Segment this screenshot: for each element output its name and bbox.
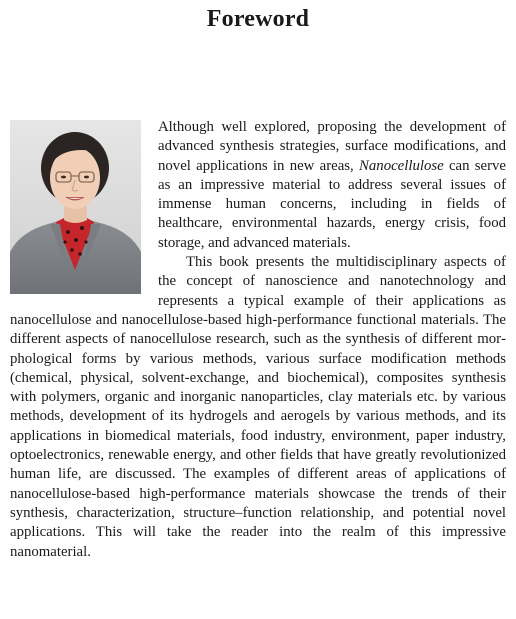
paragraph-1-lead: Although well explored, proposing the development of advanced synthesis strategies, surface modifications, and novel applications in new areas, [158, 119, 506, 174]
paragraph-2: This book presents the multidisciplinary aspects of the concept of nanoscience and nanotechnology and represents a typical example of their applications as nanocellulose and nanocellulose-based high-performance functional materials. The different aspects of nanocellulose research, such as the synthesis of different morphological forms by various methods, various surface modification methods (chemical, physical, solvent-exchange, and biochemical), composites synthesis with polymers, organic and inorganic nanoparticles, clay materials etc. by various methods, development of its hydrogels and aerogels by various methods, and its applications in biomedical materials, food industry, environment, paper industry, optoelectronics, renewable energy, and other fields that have greatly revolutionized human life, are discussed. The examples of different areas of applications of nanocellulose-based high-performance materials showcase the trends of their synthesis, characterization, structure–function relationship, and potential novel applications. This will take the reader into the realm of this impressive nanomaterial. [10, 254, 506, 560]
page-title: Foreword [206, 6, 310, 32]
foreword-body [10, 118, 506, 562]
nanocellulose-term: Nanocellulose [359, 157, 444, 174]
paragraph-1-rest: can serve as an impressive material to address several issues of immense human concerns, including in fields of healthcare, environmental hazards, energy crisis, food storage, and advanced materials. [158, 157, 507, 251]
portrait-spacer [10, 118, 149, 294]
